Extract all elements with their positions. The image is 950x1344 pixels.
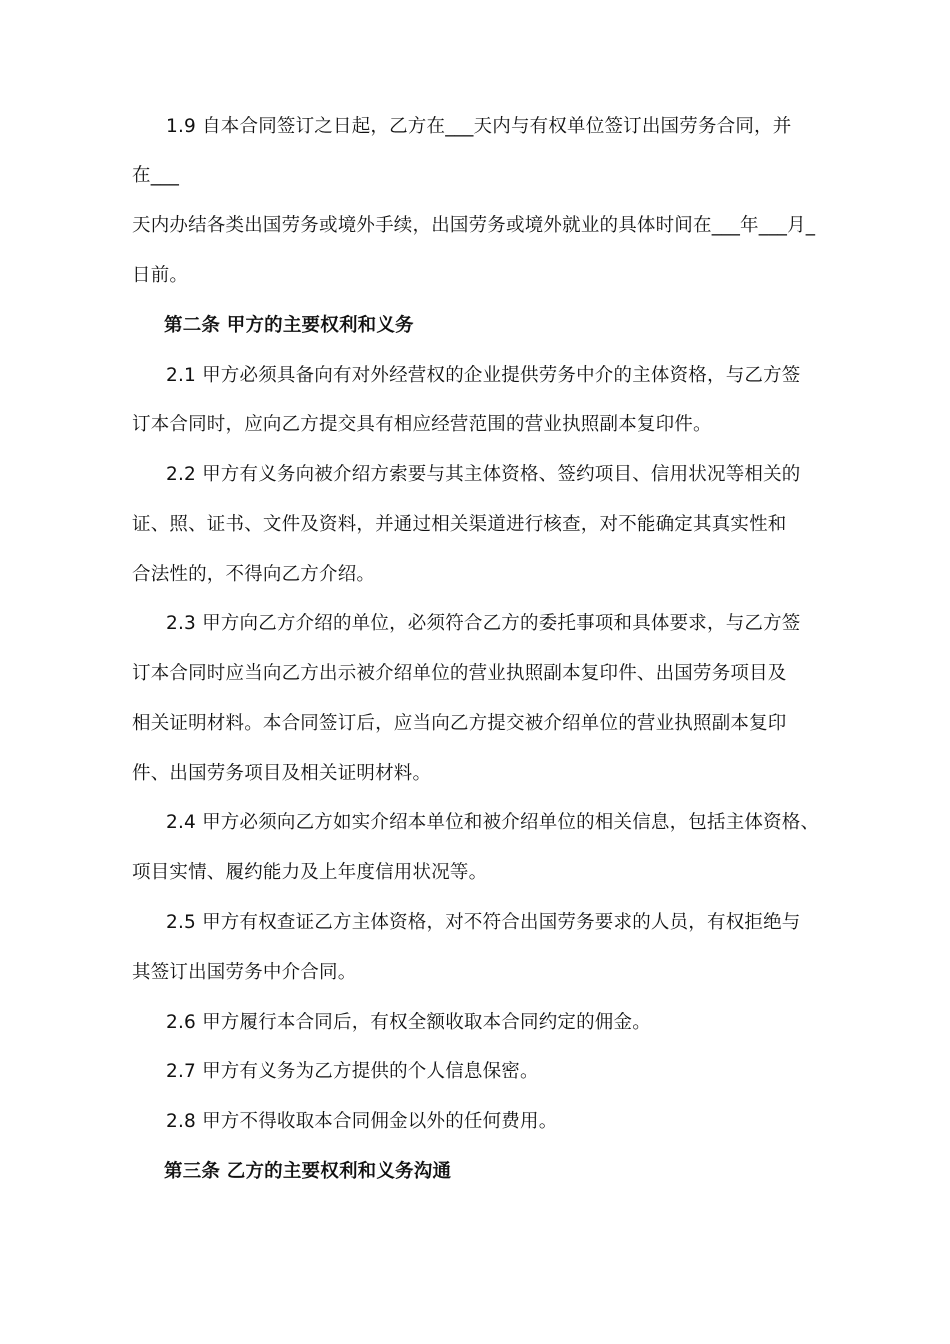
clause-2-6: 2.6 甲方履行本合同后，有权全额收取本合同约定的佣金。 [166, 1012, 651, 1033]
article-3-heading: 第三条 乙方的主要权利和义务沟通 [164, 1161, 452, 1182]
clause-2-3-line-3: 相关证明材料。本合同签订后，应当向乙方提交被介绍单位的营业执照副本复印 [132, 713, 787, 734]
clause-2-8: 2.8 甲方不得收取本合同佣金以外的任何费用。 [166, 1111, 558, 1132]
clause-2-3-line-2: 订本合同时应当向乙方出示被介绍单位的营业执照副本复印件、出国劳务项目及 [132, 663, 787, 684]
clause-2-3-line-1: 2.3 甲方向乙方介绍的单位，必须符合乙方的委托事项和具体要求，与乙方签 [166, 613, 801, 634]
clause-2-1-line-1: 2.1 甲方必须具备向有对外经营权的企业提供劳务中介的主体资格，与乙方签 [166, 365, 801, 386]
clause-1-9-line-1: 1.9 自本合同签订之日起，乙方在___天内与有权单位签订出国劳务合同，并 [166, 116, 792, 137]
clause-1-9-line-3: 天内办结各类出国劳务或境外手续，出国劳务或境外就业的具体时间在___年___月_ [132, 215, 816, 236]
clause-2-5-line-1: 2.5 甲方有权查证乙方主体资格，对不符合出国劳务要求的人员，有权拒绝与 [166, 912, 801, 933]
clause-2-4-line-1: 2.4 甲方必须向乙方如实介绍本单位和被介绍单位的相关信息，包括主体资格、 [166, 812, 820, 833]
clause-2-4-line-2: 项目实情、履约能力及上年度信用状况等。 [132, 862, 488, 883]
clause-2-2-line-1: 2.2 甲方有义务向被介绍方索要与其主体资格、签约项目、信用状况等相关的 [166, 464, 801, 485]
clause-2-2-line-2: 证、照、证书、文件及资料，并通过相关渠道进行核查，对不能确定其真实性和 [132, 514, 787, 535]
clause-1-9-line-2: 在___ [132, 165, 180, 186]
clause-2-2-line-3: 合法性的，不得向乙方介绍。 [132, 564, 376, 585]
clause-1-9-line-4: 日前。 [132, 265, 189, 286]
clause-2-3-line-4: 件、出国劳务项目及相关证明材料。 [132, 763, 432, 784]
article-2-heading: 第二条 甲方的主要权利和义务 [164, 315, 414, 336]
clause-2-1-line-2: 订本合同时，应向乙方提交具有相应经营范围的营业执照副本复印件。 [132, 414, 712, 435]
clause-2-7: 2.7 甲方有义务为乙方提供的个人信息保密。 [166, 1061, 539, 1082]
clause-2-5-line-2: 其签订出国劳务中介合同。 [132, 962, 357, 983]
